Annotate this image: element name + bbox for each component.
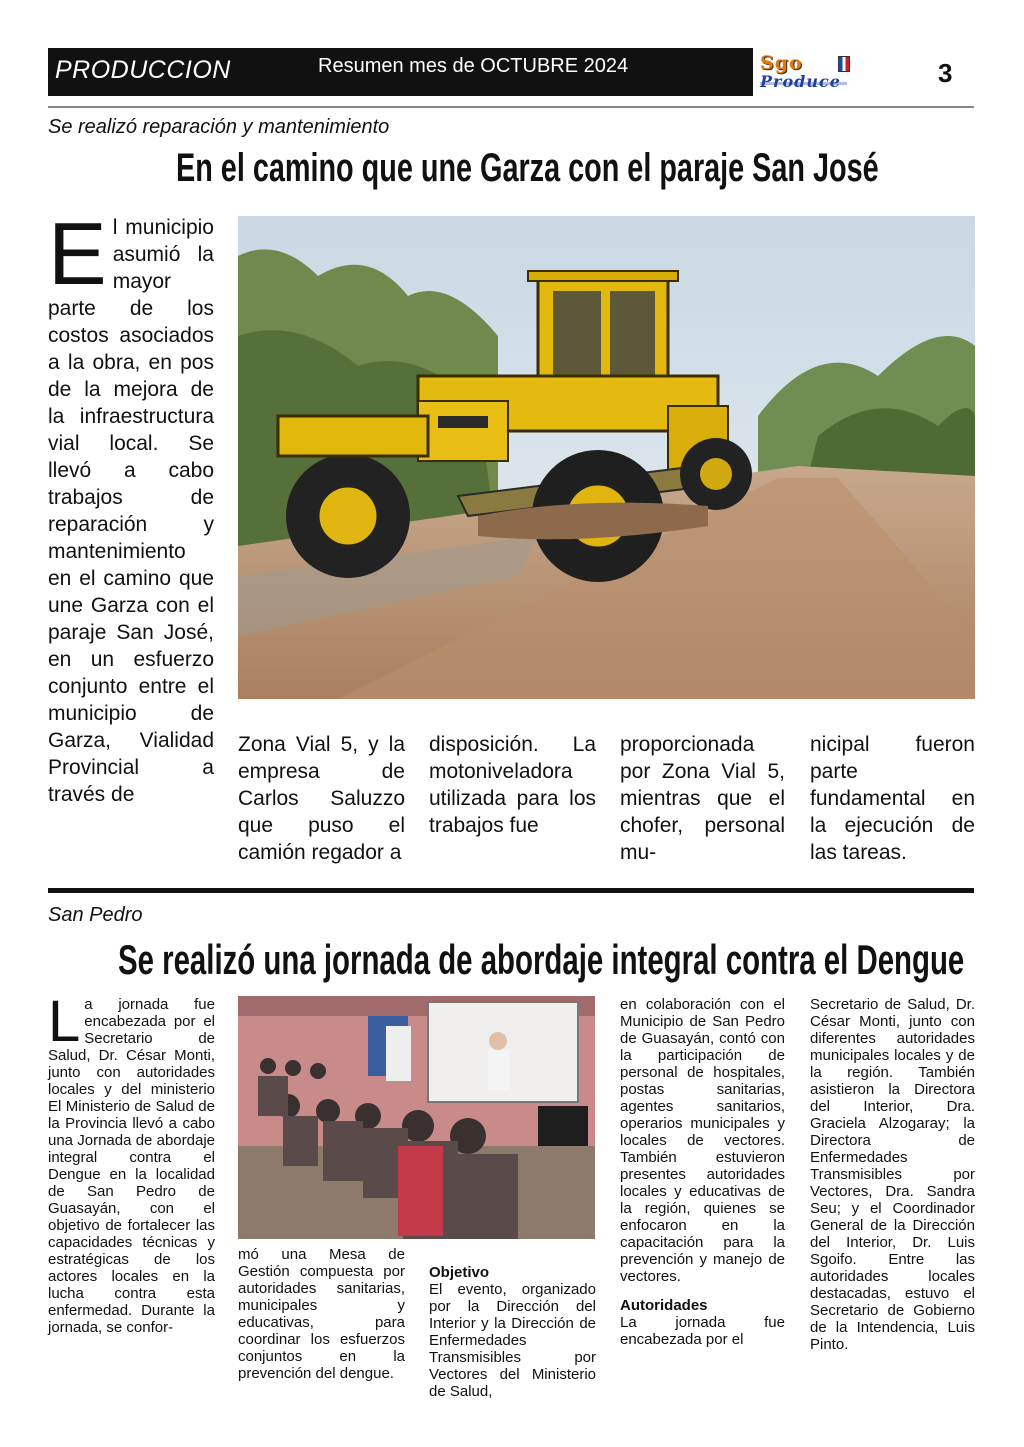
article1-column-4: proporcionada por Zona Vial 5, mientras que el chofer, personal mu-	[620, 733, 785, 864]
article2-column-5: Secretario de Salud, Dr. César Monti, junto con diferentes autoridades municipales locales y de la región. También asistieron la Directora del Interior, Dra. Graciela Alzogaray; la Directora de Enfermedades Transmisibles por Vectores, Dra. Sandra Seu; y el Coordinador General de la Dirección del Interior, Dr. Luis Sgoifo. Entre las autoridades locales destacadas, estuvo el Secretario de Gobierno de la Intendencia, Luis Pinto.	[810, 996, 975, 1353]
article1-kicker: Se realizó reparación y mantenimiento	[48, 116, 390, 138]
article1-column-2: Zona Vial 5, y la empresa de Carlos Saluzzo que puso el camión regador a	[238, 733, 405, 864]
article1-photo-motor-grader	[238, 216, 975, 699]
article1-column-1-text: l municipio asumió la mayor parte de los costos asociados a la obra, en pos de la mejora de la infraestructura vial local. Se llevó a cabo trabajos de reparación y mantenimiento en el camino que une Garza con el paraje San José, en un esfuerzo conjunto entre el municipio de Garza, Vialidad Provincial a través de	[48, 216, 214, 806]
article1-headline: En el camino que une Garza con el paraje San José	[176, 146, 879, 190]
article2-column-2: mó una Mesa de Gestión compuesta por autoridades sanitarias, municipales y educativas, para coordinar los esfuerzos conjuntos en la prevención del dengue.	[238, 1246, 405, 1382]
autoridades-heading: Autoridades	[620, 1297, 708, 1314]
article2-kicker: San Pedro	[48, 904, 143, 926]
article1-column-3: disposición. La motoniveladora utilizada para los trabajos fue	[429, 733, 596, 837]
article2-column-1-text: a jornada fue encabezada por el Secretario de Salud, Dr. César Monti, junto con autoridades locales y del ministerio El Ministerio de Salud de la Provincia llevó a cabo una Jornada de abordaje integral contra el Dengue en la localidad de San Pedro de Guasayán, con el objetivo de fortalecer las capacidades técnicas y estratégicas de los actores locales en la lucha contra esta enfermedad. Durante la jornada, se confor-	[48, 996, 215, 1336]
article2-column-4b-text: La jornada fue encabezada por el	[620, 1314, 785, 1348]
article2-column-4	[620, 996, 785, 1348]
logo-text-top: Sgo	[760, 52, 803, 74]
logo-text-bottom: Produce	[760, 72, 841, 91]
article1-column-5: nicipal fueron parte fundamental en la ejecución de las tareas.	[810, 733, 975, 864]
header-divider	[48, 106, 974, 108]
objetivo-heading: Objetivo	[429, 1264, 490, 1281]
section-divider	[48, 888, 974, 893]
article2-column-1	[48, 989, 215, 1336]
issue-summary: Resumen mes de OCTUBRE 2024	[318, 55, 629, 77]
article1-column-1	[48, 204, 214, 880]
motor-grader-illustration	[238, 216, 975, 699]
article2-column-3	[429, 1264, 596, 1400]
article1-dropcap: E	[48, 204, 107, 303]
meeting-illustration	[238, 996, 595, 1239]
section-title: PRODUCCION	[55, 56, 231, 84]
article2-photo-dengue-meeting	[238, 996, 595, 1239]
article2-dropcap: L	[48, 989, 81, 1054]
article2-headline: Se realizó una jornada de abordaje integral contra el Dengue	[118, 936, 965, 983]
sgo-produce-logo	[760, 52, 900, 94]
flag-icon	[838, 56, 850, 72]
article2-column-4-text: en colaboración con el Municipio de San Pedro de Guasayán, contó con la participación de personal de hospitales, postas sanitarias, agentes sanitarios, operarios municipales y locales de vectores. También estuvieron presentes autoridades locales y educativas de la región, quienes se enfocaron en la capacitación para la prevención y manejo de vectores.	[620, 996, 785, 1285]
page-number: 3	[938, 58, 953, 88]
article2-column-3-text: El evento, organizado por la Dirección del Interior y la Dirección de Enfermedades Transmisibles por Vectores del Ministerio de Salud,	[429, 1281, 596, 1400]
